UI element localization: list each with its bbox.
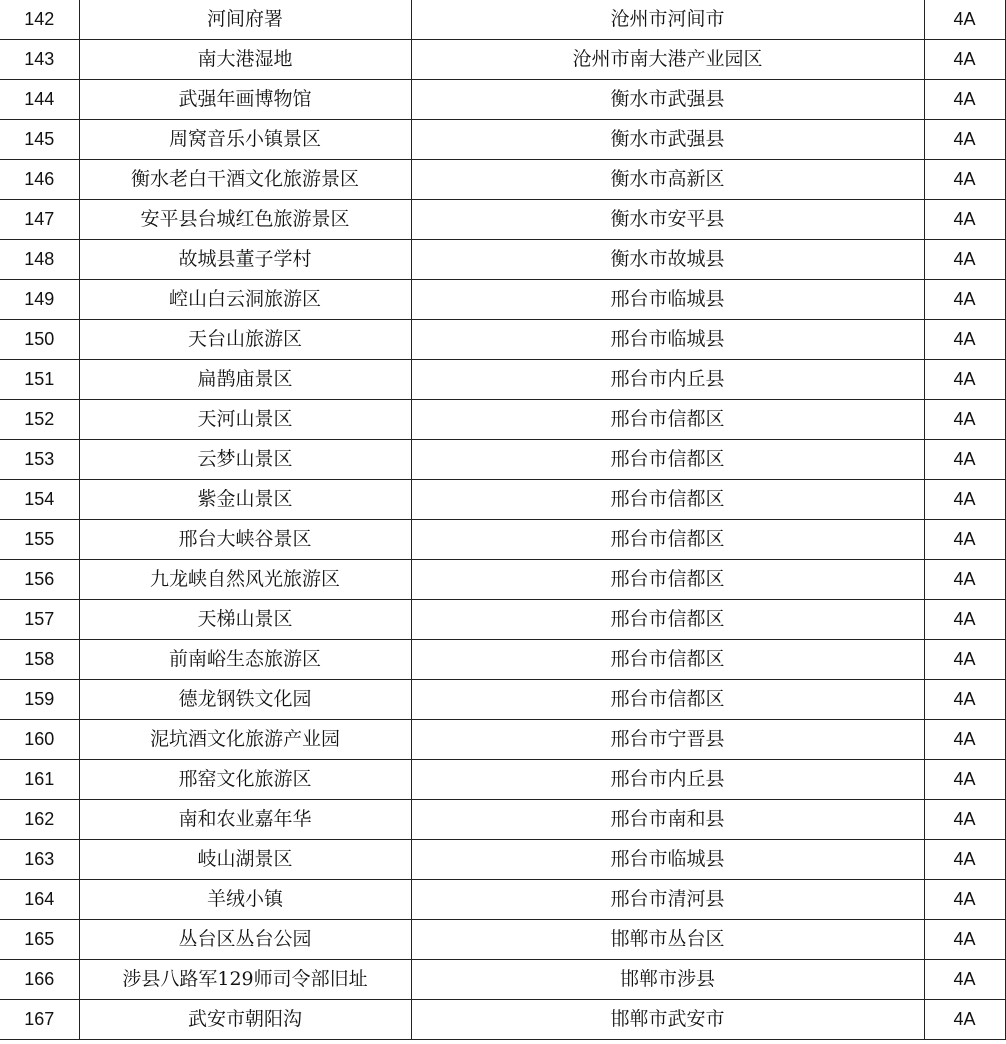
- row-number-cell: 145: [0, 120, 79, 160]
- table-row: [0, 240, 1005, 280]
- level-cell: 4A: [924, 880, 1005, 920]
- table-row: [0, 840, 1005, 880]
- attraction-name-cell: 德龙钢铁文化园: [79, 680, 411, 720]
- attraction-name-cell: 扁鹊庙景区: [79, 360, 411, 400]
- attraction-name-cell: 岐山湖景区: [79, 840, 411, 880]
- level-cell: 4A: [924, 560, 1005, 600]
- table-row: [0, 560, 1005, 600]
- location-cell: 邯郸市丛台区: [411, 920, 924, 960]
- table-row: [0, 600, 1005, 640]
- table-row: [0, 280, 1005, 320]
- location-cell: 衡水市故城县: [411, 240, 924, 280]
- table-row: [0, 120, 1005, 160]
- location-cell: 邯郸市武安市: [411, 1000, 924, 1040]
- location-cell: 邢台市信都区: [411, 440, 924, 480]
- row-number-cell: 146: [0, 160, 79, 200]
- row-number-cell: 149: [0, 280, 79, 320]
- row-number-cell: 156: [0, 560, 79, 600]
- row-number-cell: 155: [0, 520, 79, 560]
- table-row: [0, 440, 1005, 480]
- level-cell: 4A: [924, 200, 1005, 240]
- attraction-name-cell: 羊绒小镇: [79, 880, 411, 920]
- level-cell: 4A: [924, 600, 1005, 640]
- row-number-cell: 167: [0, 1000, 79, 1040]
- attraction-name-cell: 故城县董子学村: [79, 240, 411, 280]
- row-number-cell: 161: [0, 760, 79, 800]
- row-number-cell: 143: [0, 40, 79, 80]
- attraction-name-cell: 涉县八路军129师司令部旧址: [79, 960, 411, 1000]
- level-cell: 4A: [924, 800, 1005, 840]
- location-cell: 邢台市信都区: [411, 600, 924, 640]
- row-number-cell: 163: [0, 840, 79, 880]
- attraction-name-cell: 天河山景区: [79, 400, 411, 440]
- location-cell: 邢台市信都区: [411, 520, 924, 560]
- table-row: [0, 160, 1005, 200]
- attraction-name-cell: 武安市朝阳沟: [79, 1000, 411, 1040]
- attraction-name-cell: 南和农业嘉年华: [79, 800, 411, 840]
- location-cell: 邢台市临城县: [411, 320, 924, 360]
- attraction-name-cell: 邢台大峡谷景区: [79, 520, 411, 560]
- row-number-cell: 142: [0, 0, 79, 40]
- row-number-cell: 157: [0, 600, 79, 640]
- location-cell: 邢台市信都区: [411, 400, 924, 440]
- attraction-name-cell: 九龙峡自然风光旅游区: [79, 560, 411, 600]
- table-row: [0, 200, 1005, 240]
- row-number-cell: 151: [0, 360, 79, 400]
- table-row: [0, 680, 1005, 720]
- row-number-cell: 153: [0, 440, 79, 480]
- level-cell: 4A: [924, 680, 1005, 720]
- row-number-cell: 159: [0, 680, 79, 720]
- table-row: [0, 1000, 1005, 1040]
- level-cell: 4A: [924, 720, 1005, 760]
- level-cell: 4A: [924, 320, 1005, 360]
- row-number-cell: 144: [0, 80, 79, 120]
- table-row: [0, 920, 1005, 960]
- table-row: [0, 800, 1005, 840]
- location-cell: 邯郸市涉县: [411, 960, 924, 1000]
- location-cell: 邢台市信都区: [411, 480, 924, 520]
- attraction-name-cell: 云梦山景区: [79, 440, 411, 480]
- table-row: [0, 720, 1005, 760]
- attraction-name-cell: 周窝音乐小镇景区: [79, 120, 411, 160]
- location-cell: 邢台市清河县: [411, 880, 924, 920]
- level-cell: 4A: [924, 920, 1005, 960]
- location-cell: 邢台市宁晋县: [411, 720, 924, 760]
- level-cell: 4A: [924, 280, 1005, 320]
- level-cell: 4A: [924, 0, 1005, 40]
- row-number-cell: 158: [0, 640, 79, 680]
- location-cell: 衡水市武强县: [411, 80, 924, 120]
- attraction-name-cell: 前南峪生态旅游区: [79, 640, 411, 680]
- table-row: [0, 960, 1005, 1000]
- attraction-name-cell: 河间府署: [79, 0, 411, 40]
- row-number-cell: 165: [0, 920, 79, 960]
- location-cell: 邢台市南和县: [411, 800, 924, 840]
- attraction-name-cell: 邢窑文化旅游区: [79, 760, 411, 800]
- location-cell: 邢台市内丘县: [411, 360, 924, 400]
- table-row: [0, 40, 1005, 80]
- attraction-name-cell: 紫金山景区: [79, 480, 411, 520]
- level-cell: 4A: [924, 360, 1005, 400]
- level-cell: 4A: [924, 1000, 1005, 1040]
- attraction-name-cell: 安平县台城红色旅游景区: [79, 200, 411, 240]
- location-cell: 邢台市临城县: [411, 280, 924, 320]
- attraction-name-cell: 衡水老白干酒文化旅游景区: [79, 160, 411, 200]
- table-row: [0, 880, 1005, 920]
- location-cell: 衡水市高新区: [411, 160, 924, 200]
- attraction-name-cell: 天梯山景区: [79, 600, 411, 640]
- location-cell: 邢台市信都区: [411, 560, 924, 600]
- row-number-cell: 160: [0, 720, 79, 760]
- level-cell: 4A: [924, 120, 1005, 160]
- table-row: [0, 640, 1005, 680]
- location-cell: 衡水市安平县: [411, 200, 924, 240]
- attraction-name-cell: 南大港湿地: [79, 40, 411, 80]
- attraction-name-cell: 崆山白云洞旅游区: [79, 280, 411, 320]
- location-cell: 沧州市河间市: [411, 0, 924, 40]
- row-number-cell: 164: [0, 880, 79, 920]
- location-cell: 沧州市南大港产业园区: [411, 40, 924, 80]
- level-cell: 4A: [924, 400, 1005, 440]
- location-cell: 邢台市临城县: [411, 840, 924, 880]
- table-row: [0, 80, 1005, 120]
- level-cell: 4A: [924, 840, 1005, 880]
- level-cell: 4A: [924, 80, 1005, 120]
- table-row: [0, 480, 1005, 520]
- location-cell: 邢台市信都区: [411, 640, 924, 680]
- attraction-name-cell: 武强年画博物馆: [79, 80, 411, 120]
- table-row: [0, 400, 1005, 440]
- level-cell: 4A: [924, 480, 1005, 520]
- attraction-name-cell: 丛台区丛台公园: [79, 920, 411, 960]
- table-row: [0, 520, 1005, 560]
- row-number-cell: 147: [0, 200, 79, 240]
- level-cell: 4A: [924, 640, 1005, 680]
- attraction-name-cell: 天台山旅游区: [79, 320, 411, 360]
- attraction-name-cell: 泥坑酒文化旅游产业园: [79, 720, 411, 760]
- level-cell: 4A: [924, 760, 1005, 800]
- level-cell: 4A: [924, 520, 1005, 560]
- table-row: [0, 360, 1005, 400]
- row-number-cell: 162: [0, 800, 79, 840]
- level-cell: 4A: [924, 160, 1005, 200]
- location-cell: 衡水市武强县: [411, 120, 924, 160]
- location-cell: 邢台市信都区: [411, 680, 924, 720]
- table-row: [0, 0, 1005, 40]
- level-cell: 4A: [924, 240, 1005, 280]
- table-row: [0, 760, 1005, 800]
- row-number-cell: 152: [0, 400, 79, 440]
- table-row: [0, 320, 1005, 360]
- location-cell: 邢台市内丘县: [411, 760, 924, 800]
- level-cell: 4A: [924, 440, 1005, 480]
- row-number-cell: 166: [0, 960, 79, 1000]
- row-number-cell: 154: [0, 480, 79, 520]
- row-number-cell: 150: [0, 320, 79, 360]
- level-cell: 4A: [924, 960, 1005, 1000]
- level-cell: 4A: [924, 40, 1005, 80]
- row-number-cell: 148: [0, 240, 79, 280]
